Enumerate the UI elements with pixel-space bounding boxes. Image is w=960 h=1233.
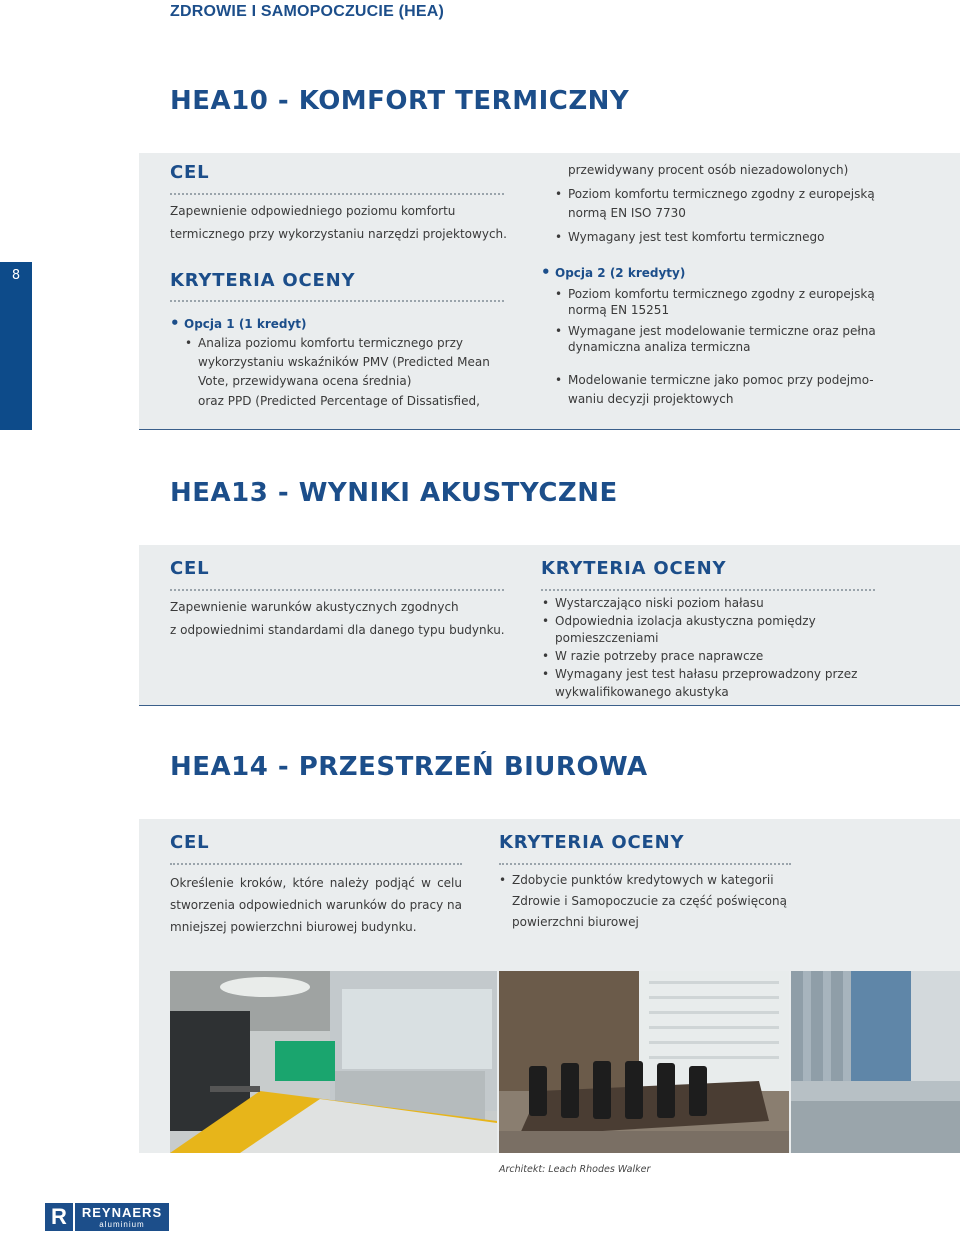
- hea10-kryteria-title: KRYTERIA OCENY: [170, 270, 356, 291]
- hea14-title: HEA14 - PRZESTRZEŃ BIUROWA: [170, 752, 648, 782]
- hea13-b2-line-2: pomieszczeniami: [555, 631, 659, 645]
- hea14-b1-line-1: • Zdobycie punktów kredytowych w kategorii: [512, 871, 774, 890]
- divider: [170, 589, 504, 591]
- building-facade-photo: [791, 971, 960, 1153]
- office-interior-photo: [170, 971, 497, 1153]
- hea10-opt1-b1-line-2: wykorzystaniu wskaźników PMV (Predicted Mean: [198, 355, 490, 369]
- logo-name: REYNAERS: [81, 1205, 163, 1220]
- hea13-b4-line-1: • Wymagany jest test hałasu przeprowadzony przez: [555, 665, 857, 684]
- hea10-opt1-b1-continued: przewidywany procent osób niezadowolonych): [568, 163, 849, 177]
- hea13-cel-line-1: Zapewnienie warunków akustycznych zgodnych: [170, 600, 459, 614]
- divider: [541, 589, 875, 591]
- hea14-cel-title: CEL: [170, 832, 210, 853]
- hea10-opt2-label: • Opcja 2 (2 kredyty): [555, 266, 685, 280]
- page-tab: [0, 262, 32, 430]
- reynaers-logo: [45, 1203, 169, 1231]
- hea13-b3: • W razie potrzeby prace naprawcze: [555, 647, 763, 666]
- hea10-opt1-b2-line-1: • Poziom komfortu termicznego zgodny z europejską: [568, 185, 875, 204]
- hea10-opt2-b3-line-1: • Modelowanie termiczne jako pomoc przy podejmo-: [568, 371, 874, 390]
- photo-caption: Architekt: Leach Rhodes Walker: [499, 1164, 651, 1175]
- hea10-opt2-b2-line-2: dynamiczna analiza termiczna: [568, 340, 751, 354]
- hea10-opt1-b2-line-2: normą EN ISO 7730: [568, 206, 686, 220]
- hea13-kryteria-title: KRYTERIA OCENY: [541, 558, 727, 579]
- hea13-b1: • Wystarczająco niski poziom hałasu: [555, 594, 764, 613]
- hea10-cel-line-1: Zapewnienie odpowiedniego poziomu komfortu: [170, 204, 456, 218]
- hea13-cel-title: CEL: [170, 558, 210, 579]
- hea10-opt2-b1-line-2: normą EN 15251: [568, 303, 670, 317]
- divider: [499, 863, 791, 865]
- page-number: 8: [11, 268, 21, 283]
- hea10-opt2-b3-line-2: waniu decyzji projektowych: [568, 392, 734, 406]
- hea10-opt2-b2-line-1: • Wymagane jest modelowanie termiczne oraz pełna: [568, 322, 876, 341]
- meeting-room-photo: [499, 971, 789, 1153]
- hea10-cel-title: CEL: [170, 162, 210, 183]
- hea10-cel-line-2: termicznego przy wykorzystaniu narzędzi projektowych.: [170, 227, 507, 241]
- hea13-title: HEA13 - WYNIKI AKUSTYCZNE: [170, 478, 618, 508]
- hea10-title: HEA10 - KOMFORT TERMICZNY: [170, 86, 630, 116]
- hea10-opt1-b1-line-3: Vote, przewidywana ocena średnia): [198, 374, 412, 388]
- divider: [170, 300, 504, 302]
- hea14-kryteria-title: KRYTERIA OCENY: [499, 832, 685, 853]
- hea10-opt1-b1-line-1: • Analiza poziomu komfortu termicznego przy: [198, 334, 463, 353]
- section-header: ZDROWIE I SAMOPOCZUCIE (HEA): [170, 3, 445, 20]
- logo-mark: R: [45, 1203, 73, 1231]
- divider: [170, 193, 504, 195]
- hea10-opt1-label: • Opcja 1 (1 kredyt): [184, 317, 307, 331]
- hea13-b2-line-1: • Odpowiednia izolacja akustyczna pomiędzy: [555, 612, 816, 631]
- divider: [170, 863, 462, 865]
- hea14-cel-text: Określenie kroków, które należy podjąć w celu stworzenia odpowiednich warunków do pracy na mniejszej powierzchni biurowej budynku.: [170, 876, 462, 934]
- hea13-cel-line-2: z odpowiednimi standardami dla danego typu budynku.: [170, 623, 505, 637]
- logo-sub: aluminium: [99, 1220, 145, 1229]
- hea10-opt1-b1-line-4: oraz PPD (Predicted Percentage of Dissatisfied,: [198, 394, 480, 408]
- hea14-b1-line-3: powierzchni biurowej: [512, 915, 639, 929]
- hea10-opt1-b3: • Wymagany jest test komfortu termicznego: [568, 228, 825, 247]
- hea13-b4-line-2: wykwalifikowanego akustyka: [555, 685, 729, 699]
- hea10-opt2-b1-line-1: • Poziom komfortu termicznego zgodny z europejską: [568, 285, 875, 304]
- hea14-b1-line-2: Zdrowie i Samopoczucie za część poświęconą: [512, 894, 787, 908]
